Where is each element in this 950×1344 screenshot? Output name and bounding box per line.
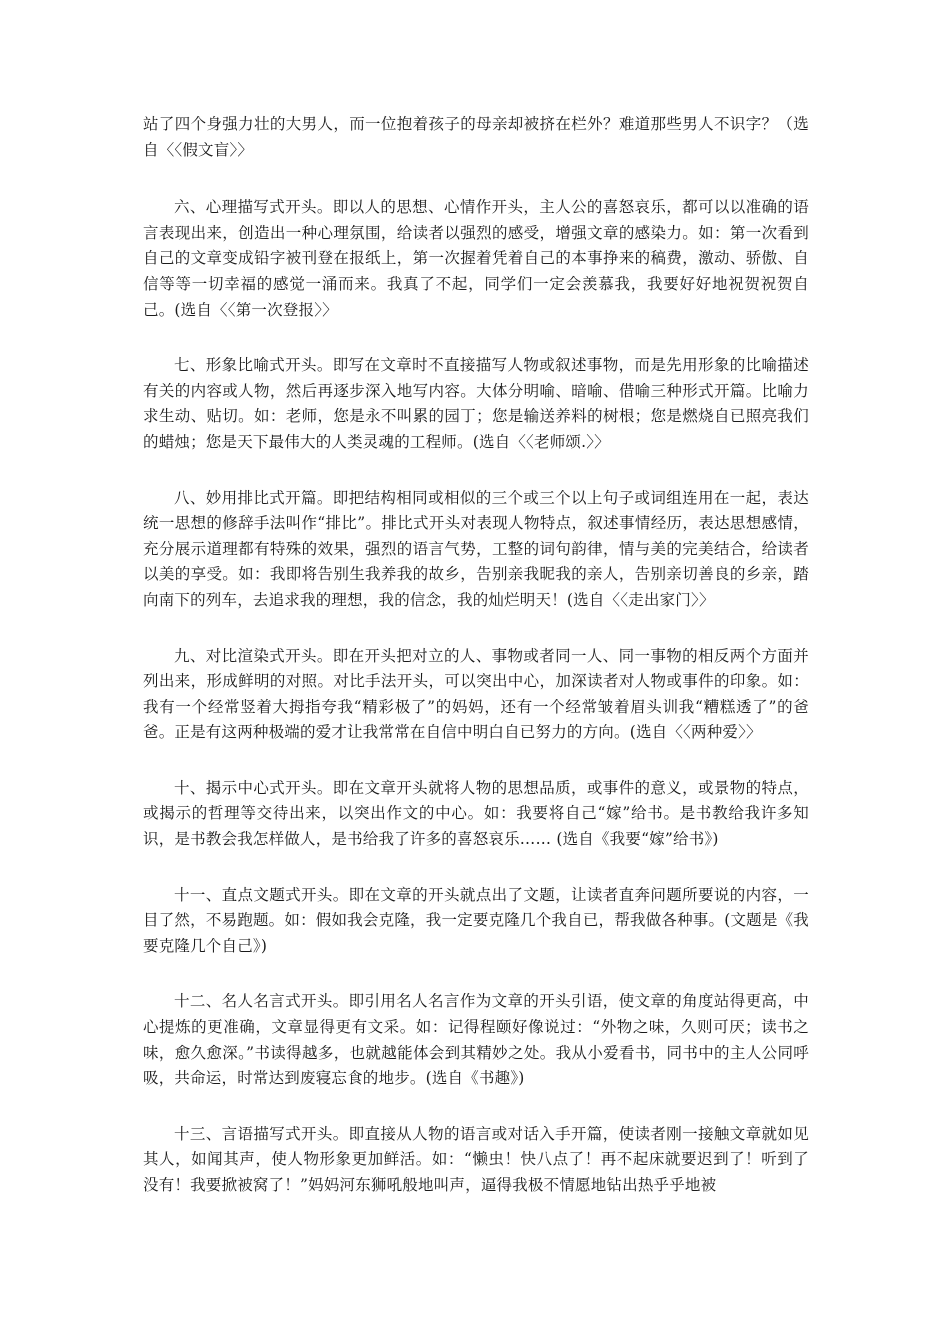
paragraph-title-opening: 十一、直点文题式开头。即在文章的开头就点出了文题，让读者直奔问题所要说的内容，一目了然，不易跑题。如：假如我会克隆，我一定要克隆几个我自已，帮我做各种事。(文题是《我要克隆几个自己》) xyxy=(143,885,809,955)
paragraph-contrast-opening: 九、对比渲染式开头。即在开头把对立的人、事物或者同一人、同一事物的相反两个方面并列出来，形成鲜明的对照。对比手法开头，可以突出中心，加深读者对人物或事件的印象。如：我有一个经常竖着大拇指夸我“精彩极了”的妈妈，还有一个经常皱着眉头训我“糟糕透了”的爸爸。正是有这两种极端的爱才让我常常在自信中明白自已努力的方向。(选自〈〈两种爱〉〉 xyxy=(143,646,809,742)
paragraph-continuation: 站了四个身强力壮的大男人，而一位抱着孩子的母亲却被挤在栏外？难道那些男人不识字？（选自〈〈假文盲〉〉 xyxy=(143,115,809,159)
paragraph-parallelism-opening: 八、妙用排比式开篇。即把结构相同或相似的三个或三个以上句子或词组连用在一起，表达统一思想的修辞手法叫作“排比”。排比式开头对表现人物特点，叙述事情经历，表达思想感情，充分展示道理都有特殊的效果，强烈的语言气势，工整的词句韵律，情与美的完美结合，给读者以美的享受。如：我即将告别生我养我的故乡，告别亲我昵我的亲人，告别亲切善良的乡亲，踏向南下的列车，去追求我的理想，我的信念，我的灿烂明天！(选自〈〈走出家门〉〉 xyxy=(143,488,809,609)
paragraph-dialogue-opening: 十三、言语描写式开头。即直接从人物的语言或对话入手开篇，使读者刚一接触文章就如见其人，如闻其声，使人物形象更加鲜活。如：“懒虫！快八点了！再不起床就要迟到了！听到了没有！我要掀被窝了！”妈妈河东狮吼般地叫声，逼得我极不情愿地钻出热乎乎地被 xyxy=(143,1124,809,1194)
paragraph-quote-opening: 十二、名人名言式开头。即引用名人名言作为文章的开头引语，使文章的角度站得更高，中心提炼的更准确，文章显得更有文采。如：记得程颐好像说过：“外物之味，久则可厌；读书之味，愈久愈深。”书读得越多，也就越能体会到其精妙之处。我从小爱看书，同书中的主人公同呼吸，共命运，时常达到废寝忘食的地步。(选自《书趣》) xyxy=(143,992,809,1088)
paragraph-psychological-opening: 六、心理描写式开头。即以人的思想、心情作开头，主人公的喜怒哀乐，都可以以准确的语言表现出来，创造出一种心理氛围，给读者以强烈的感受，增强文章的感染力。如：第一次看到自己的文章变成铅字被刊登在报纸上，第一次握着凭着自己的本事挣来的稿费，激动、骄傲、自信等等一切幸福的感觉一涌而来。我真了不起，同学们一定会羡慕我，我要好好地祝贺祝贺自己。(选自〈〈第一次登报〉〉 xyxy=(143,198,809,319)
document-page xyxy=(143,112,809,1229)
paragraph-theme-opening: 十、揭示中心式开头。即在文章开头就将人物的思想品质，或事件的意义，或景物的特点，或揭示的哲理等交待出来，以突出作文的中心。如：我要将自己“嫁”给书。是书教给我许多知识，是书教会我怎样做人，是书给我了许多的喜怒哀乐…… (选自《我要“嫁”给书》) xyxy=(143,778,809,849)
paragraph-metaphor-opening: 七、形象比喻式开头。即写在文章时不直接描写人物或叙述事物，而是先用形象的比喻描述有关的内容或人物，然后再逐步深入地写内容。大体分明喻、暗喻、借喻三种形式开篇。比喻力求生动、贴切。如：老师，您是永不叫累的园丁；您是输送养料的树根；您是燃烧自已照亮我们的蜡烛；您是天下最伟大的人类灵魂的工程师。(选自〈〈老师颂.〉〉 xyxy=(143,356,809,451)
